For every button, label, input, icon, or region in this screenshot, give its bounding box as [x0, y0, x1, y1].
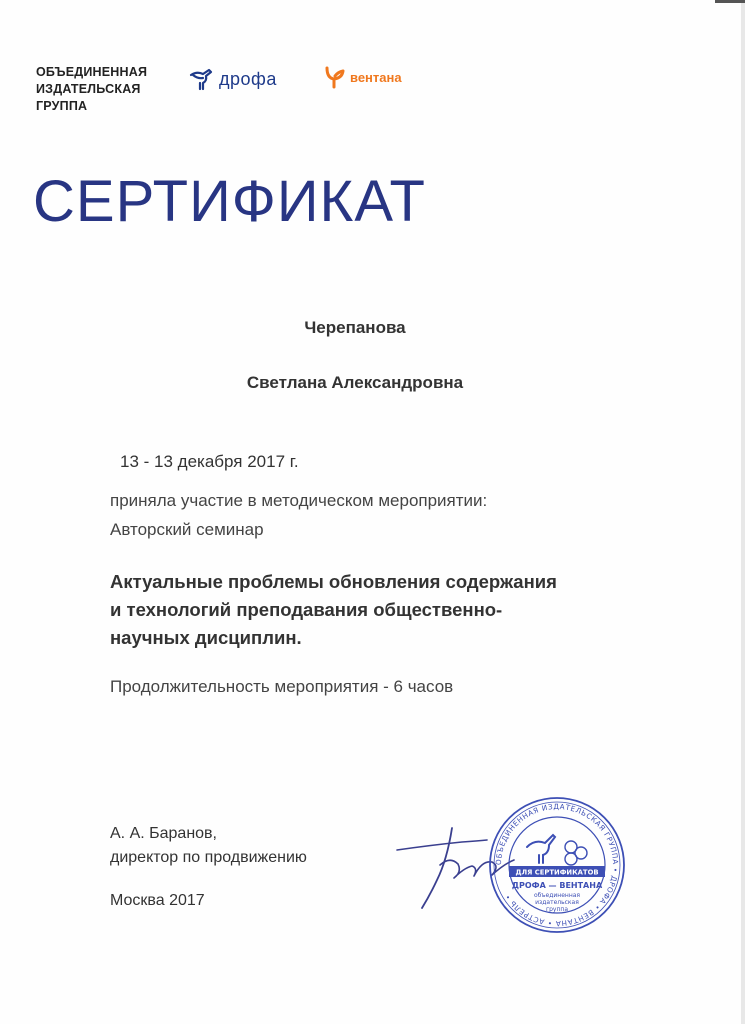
drofa-bird-icon — [189, 67, 215, 91]
signer-position: директор по продвижению — [110, 849, 307, 866]
publishing-group-logo — [36, 64, 147, 115]
event-topic-line-1: Актуальные проблемы обновления содержания — [110, 571, 557, 592]
stamp-ring-text: ОБЪЕДИНЕННАЯ ИЗДАТЕЛЬСКАЯ ГРУППА • ДРОФА • ВЕНТАНА • АСТРЕЛЬ • — [493, 801, 621, 929]
event-topic-line-2: и технологий преподавания общественно- — [110, 599, 503, 620]
event-date: 13 - 13 декабря 2017 г. — [120, 452, 299, 471]
stamp-label-sub2: издательская — [535, 899, 579, 906]
event-topic — [110, 568, 630, 652]
stamp-label-sub1: объединенная — [533, 892, 581, 899]
ventana-logo-text: вентана — [350, 69, 402, 85]
drofa-logo — [189, 66, 277, 92]
certificate-title: СЕРТИФИКАТ — [33, 169, 426, 234]
recipient-given-name: Светлана Александровна — [246, 373, 464, 392]
event-topic-line-3: научных дисциплин. — [110, 627, 302, 648]
group-name-line-2: ИЗДАТЕЛЬСКАЯ — [36, 82, 141, 96]
signer-block — [110, 822, 307, 870]
scan-edge-mark — [715, 0, 745, 3]
ventana-bird-icon — [324, 65, 346, 89]
recipient-surname: Черепанова — [304, 318, 406, 337]
signer-name: А. А. Баранов, — [110, 825, 217, 842]
ventana-logo — [324, 65, 402, 89]
stamp-flower-icon — [565, 841, 587, 865]
stamp-label-top: ДЛЯ СЕРТИФИКАТОВ — [515, 868, 599, 877]
drofa-logo-text: дрофа — [219, 68, 277, 89]
stamp-label-main: ДРОФА — ВЕНТАНА — [511, 881, 603, 890]
event-duration: Продолжительность мероприятия - 6 часов — [110, 677, 454, 696]
stamp-label-sub3: группа — [545, 906, 569, 913]
city-year: Москва 2017 — [110, 892, 205, 909]
stamp-bird-icon — [527, 835, 555, 863]
group-name-line-3: ГРУППА — [36, 99, 88, 113]
group-name-line-1: ОБЪЕДИНЕННАЯ — [36, 65, 148, 79]
event-type: Авторский семинар — [110, 520, 264, 539]
organization-stamp — [487, 795, 627, 935]
scan-edge — [741, 0, 745, 1024]
participation-text: приняла участие в методическом мероприятии: — [110, 491, 488, 510]
